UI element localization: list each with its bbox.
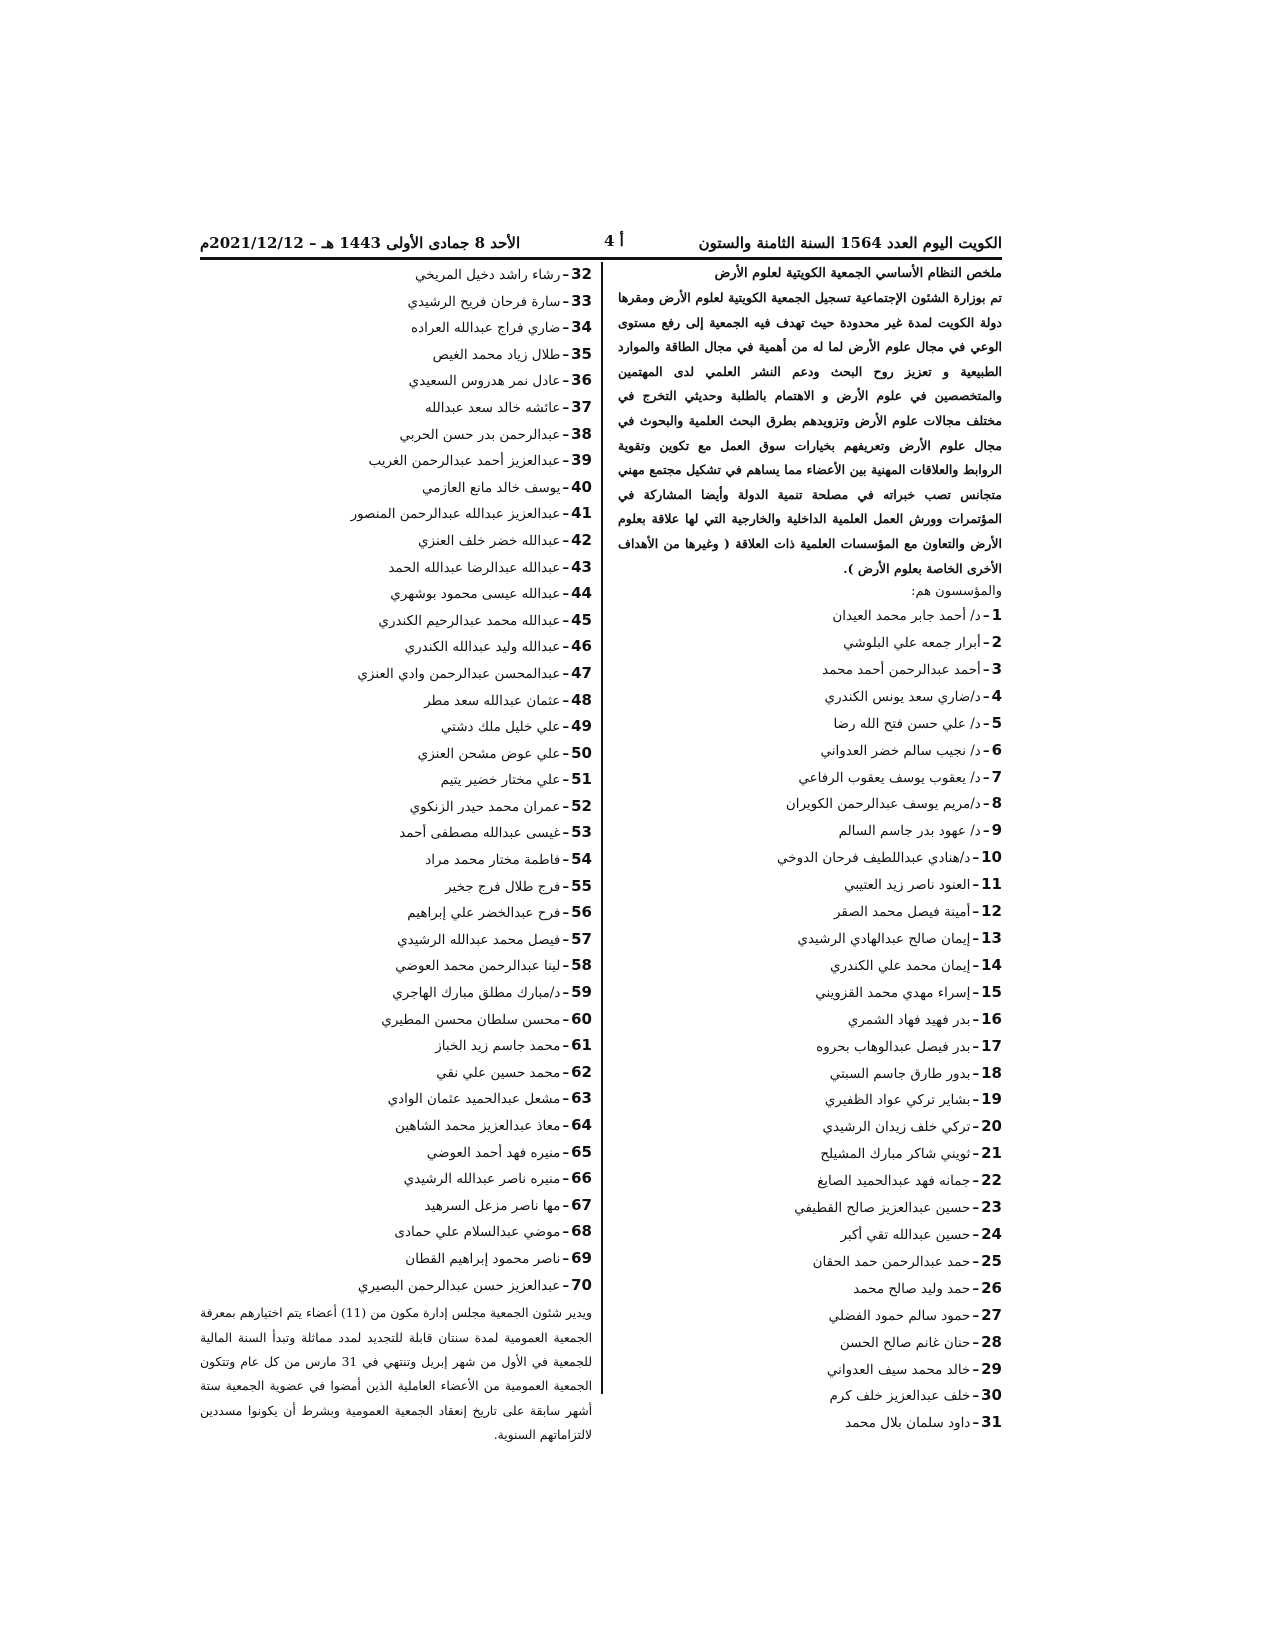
- founder-dash: –: [982, 796, 990, 813]
- founder-item: [618, 1276, 1002, 1303]
- founder-name: موضي عبدالسلام علي حمادى: [394, 1224, 561, 1241]
- founder-name: تركي خلف زيدان الرشيدي: [822, 1119, 971, 1136]
- founder-dash: –: [982, 769, 990, 786]
- founder-item: [200, 448, 592, 475]
- founder-number: 44: [571, 584, 592, 603]
- founder-number: 46: [571, 637, 592, 656]
- left-column: [200, 262, 592, 1448]
- founder-item: [200, 262, 592, 289]
- founder-dash: –: [562, 878, 570, 895]
- founder-item: [200, 1166, 592, 1193]
- founder-name: د/ نجيب سالم خضر العدواني: [820, 742, 981, 759]
- founder-dash: –: [562, 1038, 570, 1055]
- founder-name: أبرار جمعه علي البلوشي: [843, 635, 981, 652]
- founder-number: 1: [991, 606, 1002, 625]
- founder-item: [200, 555, 592, 582]
- section-body: تم بوزارة الشئون الإجتماعية تسجيل الجمعية الكويتية لعلوم الأرض ومقرها دولة الكويت لمدة غير محدودة حيث تهدف فيه الجمعية إلى رفع مستوى الوعي في مجال علوم الأرض لما له من أهمية في مجال الطاقة والموارد الطبيعية و تعزيز روح البحث ودعم النشر العلمي لدى المهتمين والمتخصصين في علوم الأرض و الاهتمام بالطلبة وحديثي التخرج في مختلف مجالات علوم الأرض وتزويدهم بطرق البحث العلمية والبحوث في مجال علوم الأرض وتعريفهم بخيارات سوق العمل مع تكوين وتقوية الروابط والعلاقات المهنية بين الأعضاء مما يساهم في تشكيل مجتمع مهني متجانس تصب خبراته في مصلحة تنمية الدولة وأيضا المشاركة في المؤتمرات وورش العمل العلمية الداخلية والخارجية التي لها علاقة بعلوم الأرض والتعاون مع المؤسسات العلمية ذات العلاقة ( وغيرها من الأهداف الأخرى الخاصة بعلوم الأرض ).: [618, 290, 1002, 576]
- founder-number: 60: [571, 1009, 592, 1028]
- founder-dash: –: [562, 639, 570, 656]
- founder-name: محمد حسين علي نقي: [436, 1064, 561, 1081]
- founder-number: 6: [991, 740, 1002, 759]
- founder-number: 35: [571, 344, 592, 363]
- founder-number: 27: [981, 1305, 1002, 1324]
- founder-name: بدور طارق جاسم السبتي: [829, 1065, 971, 1082]
- founder-dash: –: [562, 1144, 570, 1161]
- founder-name: بدر فيصل عبدالوهاب بحروه: [816, 1038, 971, 1055]
- founder-dash: –: [972, 1119, 980, 1136]
- founder-dash: –: [562, 559, 570, 576]
- founder-number: 58: [571, 956, 592, 975]
- founder-number: 45: [571, 610, 592, 629]
- founder-name: معاذ عبدالعزيز محمد الشاهين: [395, 1118, 561, 1134]
- founder-name: فرح عبدالخضر علي إبراهيم: [407, 905, 561, 922]
- founder-dash: –: [972, 1388, 980, 1405]
- founder-name: عبدالله عبدالرضا عبدالله الحمد: [388, 559, 561, 576]
- founder-dash: –: [562, 1118, 570, 1134]
- right-column: [618, 262, 1002, 1437]
- founder-name: ناصر محمود إبراهيم القطان: [405, 1250, 561, 1267]
- founder-item: [200, 927, 592, 954]
- founder-number: 36: [571, 371, 592, 390]
- founder-name: حنان غانم صالح الحسن: [839, 1334, 971, 1351]
- founder-item: [200, 422, 592, 449]
- founder-number: 20: [981, 1117, 1002, 1136]
- founder-item: [200, 342, 592, 369]
- founder-item: [200, 1193, 592, 1220]
- founder-number: 16: [981, 1009, 1002, 1028]
- founder-number: 47: [571, 663, 592, 682]
- founder-number: 5: [991, 713, 1002, 732]
- founder-number: 14: [981, 955, 1002, 974]
- section-title: ملخص النظام الأساسي الجمعية الكويتية لعلوم الأرض: [714, 266, 1002, 281]
- founder-dash: –: [982, 823, 990, 840]
- founder-item: [200, 1033, 592, 1060]
- founder-dash: –: [972, 1307, 980, 1324]
- founder-dash: –: [982, 635, 990, 652]
- founder-number: 33: [571, 291, 592, 310]
- founder-item: [618, 1222, 1002, 1249]
- founder-number: 37: [571, 397, 592, 416]
- founder-name: العنود ناصر زيد العتيبي: [844, 877, 971, 894]
- founder-name: لينا عبدالرحمن محمد العوضي: [395, 958, 561, 975]
- founder-name: ثويني شاكر مبارك المشيلح: [820, 1146, 971, 1163]
- founder-number: 24: [981, 1224, 1002, 1243]
- founder-dash: –: [562, 1250, 570, 1267]
- founder-item: [200, 953, 592, 980]
- founder-item: [618, 845, 1002, 872]
- founder-name: فاطمة مختار محمد مراد: [425, 852, 561, 869]
- founder-item: [200, 315, 592, 342]
- founder-item: [618, 1168, 1002, 1195]
- founder-dash: –: [562, 852, 570, 869]
- founder-dash: –: [562, 745, 570, 762]
- founder-name: خالد محمد سيف العدواني: [826, 1361, 971, 1378]
- founder-dash: –: [972, 1038, 980, 1055]
- header-rule: [200, 257, 1002, 260]
- founder-dash: –: [562, 985, 570, 1002]
- founder-item: [618, 738, 1002, 765]
- founder-item: [618, 1087, 1002, 1114]
- founder-item: [200, 688, 592, 715]
- founder-item: [200, 1219, 592, 1246]
- founder-name: علي عوض مشحن العنزي: [417, 745, 561, 762]
- founder-number: 26: [981, 1278, 1002, 1297]
- founder-item: [200, 980, 592, 1007]
- founder-dash: –: [562, 1197, 570, 1214]
- founder-number: 63: [571, 1089, 592, 1108]
- founder-dash: –: [982, 661, 990, 678]
- founder-item: [200, 634, 592, 661]
- founder-name: منيره ناصر عبدالله الرشيدي: [403, 1171, 561, 1188]
- founder-name: بشاير تركي عواد الظفيري: [824, 1092, 971, 1109]
- founder-item: [200, 528, 592, 555]
- founders-list-left: [200, 262, 592, 1299]
- founder-item: [618, 603, 1002, 630]
- founder-name: عبدالعزيز أحمد عبدالرحمن الغريب: [368, 453, 561, 470]
- founder-item: [618, 899, 1002, 926]
- founder-dash: –: [562, 453, 570, 470]
- founder-dash: –: [982, 715, 990, 732]
- founder-number: 7: [991, 767, 1002, 786]
- founder-name: محمد جاسم زيد الخباز: [435, 1038, 561, 1055]
- founder-dash: –: [562, 532, 570, 549]
- issue-info: الكويت اليوم العدد 1564 السنة الثامنة والستون: [698, 234, 1002, 252]
- founder-item: [618, 1195, 1002, 1222]
- founder-number: 66: [571, 1169, 592, 1188]
- founder-number: 70: [571, 1275, 592, 1294]
- founder-name: عبدالله وليد عبدالله الكندري: [404, 639, 561, 656]
- founder-name: إيمان صالح عبدالهادي الرشيدي: [797, 931, 971, 947]
- founders-intro: والمؤسسون هم:: [911, 584, 1002, 600]
- founder-item: [200, 900, 592, 927]
- founder-item: [618, 926, 1002, 953]
- founder-dash: –: [562, 665, 570, 682]
- founder-name: منيره فهد أحمد العوضي: [426, 1144, 561, 1161]
- founder-dash: –: [562, 825, 570, 842]
- founder-item: [618, 1034, 1002, 1061]
- founder-dash: –: [562, 1091, 570, 1108]
- founder-dash: –: [982, 742, 990, 759]
- founder-item: [618, 980, 1002, 1007]
- founder-name: إيمان محمد علي الكندري: [829, 957, 971, 974]
- founder-name: داود سلمان بلال محمد: [845, 1415, 971, 1432]
- founder-name: حمد عبدالرحمن حمد الحقان: [812, 1253, 971, 1270]
- founder-dash: –: [972, 1226, 980, 1243]
- founder-item: [200, 714, 592, 741]
- founder-item: [618, 1249, 1002, 1276]
- founder-number: 15: [981, 982, 1002, 1001]
- founder-dash: –: [562, 1277, 570, 1294]
- founder-name: فرج طلال فرج جخير: [445, 878, 561, 895]
- founder-item: [200, 475, 592, 502]
- founder-name: رشاء راشد دخيل المريخي: [415, 267, 561, 283]
- founder-name: حسين عبدالعزيز صالح القطيفي: [794, 1200, 971, 1217]
- founder-name: د/هنادي عبداللطيف فرحان الدوخي: [777, 850, 971, 867]
- founder-number: 9: [991, 821, 1002, 840]
- founder-item: [200, 874, 592, 901]
- founder-number: 43: [571, 557, 592, 576]
- founder-name: بدر فهيد فهاد الشمري: [847, 1011, 971, 1028]
- founder-item: [200, 608, 592, 635]
- founder-dash: –: [562, 479, 570, 496]
- founder-dash: –: [972, 1334, 980, 1351]
- founder-name: حمد وليد صالح محمد: [853, 1280, 971, 1297]
- founder-dash: –: [972, 877, 980, 894]
- founder-dash: –: [982, 608, 990, 625]
- founder-dash: –: [972, 1361, 980, 1378]
- founder-number: 18: [981, 1063, 1002, 1082]
- founder-dash: –: [972, 1065, 980, 1082]
- founder-dash: –: [972, 984, 980, 1001]
- founder-number: 28: [981, 1332, 1002, 1351]
- founder-number: 19: [981, 1090, 1002, 1109]
- founder-item: [200, 1060, 592, 1087]
- founder-number: 30: [981, 1386, 1002, 1405]
- founder-dash: –: [562, 267, 570, 283]
- board-paragraph: ويدير شئون الجمعية مجلس إدارة مكون من (11) أعضاء يتم اختيارهم بمعرفة الجمعية العمومية لمدة سنتان قابلة للتجديد لمدد مماثلة وتبدأ السنة المالية للجمعية في الأول من شهر إبريل وتنتهي في 31 مارس من كل عام وتتكون الجمعية العمومية من الأعضاء العاملية الذين أمضوا في عضوية الجمعية ستة أشهر سابقة على تاريخ إنعقاد الجمعية العمومية وبشرط أن يكونوا مسددين لالتزاماتهم السنوية.: [200, 1306, 592, 1443]
- founder-dash: –: [972, 1253, 980, 1270]
- founder-item: [200, 1246, 592, 1273]
- founder-dash: –: [562, 1171, 570, 1188]
- founder-number: 40: [571, 477, 592, 496]
- founder-item: [618, 684, 1002, 711]
- founder-item: [200, 581, 592, 608]
- founder-name: مها ناصر مزعل السرهيد: [424, 1197, 561, 1214]
- founder-item: [200, 847, 592, 874]
- founder-number: 50: [571, 743, 592, 762]
- founder-dash: –: [562, 692, 570, 709]
- founder-item: [200, 368, 592, 395]
- founder-number: 32: [571, 265, 592, 283]
- founder-name: حمود سالم حمود الفضلي: [828, 1307, 971, 1324]
- founder-number: 25: [981, 1251, 1002, 1270]
- founder-number: 53: [571, 823, 592, 842]
- founder-number: 57: [571, 929, 592, 948]
- founder-name: عائشه خالد سعد عبدالله: [424, 399, 561, 416]
- founder-number: 29: [981, 1359, 1002, 1378]
- founder-number: 56: [571, 903, 592, 922]
- founder-dash: –: [562, 1011, 570, 1028]
- founder-item: [618, 1357, 1002, 1384]
- founder-number: 23: [981, 1198, 1002, 1217]
- founder-name: خلف عبدالعزيز خلف كرم: [829, 1388, 971, 1405]
- founder-name: د/ علي حسن فتح الله رضا: [833, 715, 981, 732]
- founder-number: 64: [571, 1116, 592, 1134]
- founder-item: [618, 1007, 1002, 1034]
- founder-name: غيسى عبدالله مصطفى أحمد: [399, 825, 561, 842]
- founder-name: عبدالعزيز عبدالله عبدالرحمن المنصور: [350, 506, 561, 523]
- founder-number: 62: [571, 1062, 592, 1081]
- founder-dash: –: [562, 586, 570, 603]
- founder-item: [618, 657, 1002, 684]
- founder-dash: –: [562, 346, 570, 363]
- founder-dash: –: [562, 506, 570, 523]
- founder-dash: –: [562, 1224, 570, 1241]
- founder-item: [618, 711, 1002, 738]
- founder-name: عبدالله خضر خلف العنزي: [417, 532, 561, 549]
- founder-number: 22: [981, 1171, 1002, 1190]
- founder-number: 59: [571, 983, 592, 1002]
- founder-dash: –: [972, 1092, 980, 1109]
- founder-number: 52: [571, 796, 592, 815]
- founder-number: 67: [571, 1195, 592, 1214]
- founder-name: د/ أحمد جابر محمد العيدان: [832, 608, 981, 625]
- founder-dash: –: [562, 931, 570, 948]
- founder-item: [200, 1113, 592, 1140]
- founder-name: عمران محمد حيدر الزنكوي: [409, 798, 561, 815]
- founder-name: أحمد عبدالرحمن أحمد محمد: [822, 661, 981, 678]
- founder-number: 17: [981, 1036, 1002, 1055]
- founder-dash: –: [972, 1280, 980, 1297]
- founder-number: 38: [571, 424, 592, 443]
- founder-number: 21: [981, 1144, 1002, 1163]
- founder-item: [200, 820, 592, 847]
- founder-item: [618, 1383, 1002, 1410]
- founder-number: 69: [571, 1248, 592, 1267]
- page-header: [200, 230, 1002, 256]
- founder-dash: –: [562, 798, 570, 815]
- founder-item: [618, 818, 1002, 845]
- founder-dash: –: [972, 904, 980, 921]
- founder-number: 11: [981, 875, 1002, 894]
- founder-item: [200, 661, 592, 688]
- founder-number: 55: [571, 876, 592, 895]
- founder-dash: –: [972, 1011, 980, 1028]
- founder-item: [618, 1141, 1002, 1168]
- founder-item: [200, 1140, 592, 1167]
- founder-dash: –: [562, 958, 570, 975]
- founder-name: يوسف خالد مانع العازمي: [422, 479, 561, 496]
- founder-dash: –: [982, 688, 990, 705]
- founder-number: 4: [991, 686, 1002, 705]
- founder-number: 48: [571, 690, 592, 709]
- founder-number: 41: [571, 504, 592, 523]
- founder-name: سارة فرحان فريح الرشيدي: [407, 293, 561, 310]
- founder-item: [618, 1410, 1002, 1437]
- founder-item: [618, 791, 1002, 818]
- founder-name: جمانه فهد عبدالحميد الصايغ: [817, 1173, 971, 1190]
- founder-number: 65: [571, 1142, 592, 1161]
- founder-number: 51: [571, 770, 592, 789]
- founder-name: د/مريم يوسف عبدالرحمن الكويران: [785, 796, 981, 813]
- founder-name: د/ عهود بدر جاسم السالم: [838, 823, 981, 840]
- founder-item: [618, 630, 1002, 657]
- founder-item: [618, 872, 1002, 899]
- founder-item: [200, 1007, 592, 1034]
- founder-name: أمينة فيصل محمد الصقر: [833, 904, 971, 921]
- founder-dash: –: [562, 905, 570, 922]
- founder-item: [200, 1086, 592, 1113]
- founder-name: عبدالله عيسى محمود بوشهري: [390, 586, 561, 603]
- founder-dash: –: [562, 399, 570, 416]
- founder-name: عادل نمر هدروس السعيدي: [408, 373, 561, 390]
- founder-name: عبدالله محمد عبدالرحيم الكندري: [378, 612, 561, 629]
- founder-name: حسين عبدالله تقي أكبر: [840, 1226, 971, 1243]
- founder-name: عبدالرحمن بدر حسن الحربي: [399, 426, 561, 443]
- founder-name: د/مبارك مطلق مبارك الهاجري: [392, 985, 561, 1002]
- founder-item: [200, 501, 592, 528]
- founder-dash: –: [562, 293, 570, 310]
- founder-number: 3: [991, 659, 1002, 678]
- founder-name: إسراء مهدي محمد القزويني: [815, 984, 971, 1001]
- founder-number: 42: [571, 530, 592, 549]
- founder-number: 12: [981, 902, 1002, 921]
- founder-name: محسن سلطان محسن المطيري: [381, 1011, 561, 1028]
- founder-dash: –: [562, 719, 570, 736]
- founder-dash: –: [972, 850, 980, 867]
- founder-item: [618, 1061, 1002, 1088]
- founder-dash: –: [562, 426, 570, 443]
- founder-item: [618, 953, 1002, 980]
- founder-number: 61: [571, 1036, 592, 1055]
- founder-name: عبدالمحسن عبدالرحمن وادي العنزي: [357, 665, 561, 682]
- founder-number: 39: [571, 451, 592, 470]
- founder-dash: –: [562, 373, 570, 390]
- column-divider: [601, 262, 603, 1394]
- founder-item: [200, 794, 592, 821]
- founder-item: [618, 1303, 1002, 1330]
- page-number: أ 4: [604, 232, 624, 250]
- founder-item: [618, 1330, 1002, 1357]
- founder-dash: –: [972, 1200, 980, 1217]
- founder-dash: –: [562, 1064, 570, 1081]
- founder-name: علي خليل ملك دشتي: [440, 719, 561, 736]
- founder-dash: –: [972, 931, 980, 947]
- founder-name: عبدالعزيز حسن عبدالرحمن البصيري: [357, 1277, 561, 1294]
- founder-item: [200, 741, 592, 768]
- founder-item: [200, 395, 592, 422]
- founder-dash: –: [972, 957, 980, 974]
- founder-name: عثمان عبدالله سعد مطر: [424, 692, 561, 709]
- founder-number: 8: [991, 794, 1002, 813]
- founder-dash: –: [562, 772, 570, 789]
- founder-dash: –: [972, 1415, 980, 1432]
- issue-date: الأحد 8 جمادى الأولى 1443 هـ – 2021/12/12م: [200, 234, 521, 252]
- founder-name: د/ يعقوب يوسف يعقوب الرفاعي: [798, 769, 981, 786]
- founder-item: [618, 765, 1002, 792]
- founders-list-right: [618, 603, 1002, 1437]
- founder-item: [618, 1114, 1002, 1141]
- founder-name: علي مختار خضير يتيم: [440, 772, 561, 789]
- founder-number: 10: [981, 848, 1002, 867]
- founder-number: 49: [571, 717, 592, 736]
- founder-dash: –: [972, 1146, 980, 1163]
- founder-name: ضاري فراج عبدالله العراده: [411, 320, 561, 337]
- founder-number: 31: [981, 1413, 1002, 1432]
- founder-number: 2: [991, 633, 1002, 652]
- founder-name: فيصل محمد عبدالله الرشيدي: [397, 931, 561, 948]
- founder-item: [200, 1273, 592, 1300]
- founder-dash: –: [972, 1173, 980, 1190]
- founder-item: [200, 767, 592, 794]
- founder-dash: –: [562, 612, 570, 629]
- founder-dash: –: [562, 320, 570, 337]
- founder-number: 68: [571, 1222, 592, 1241]
- founder-name: طلال زياد محمد الغيص: [432, 346, 561, 363]
- founder-number: 13: [981, 929, 1002, 947]
- founder-name: مشعل عبدالحميد عثمان الوادي: [387, 1091, 561, 1108]
- founder-number: 54: [571, 850, 592, 869]
- founder-item: [200, 289, 592, 316]
- founder-number: 34: [571, 318, 592, 337]
- founder-name: د/ضاري سعد يونس الكندري: [824, 688, 981, 705]
